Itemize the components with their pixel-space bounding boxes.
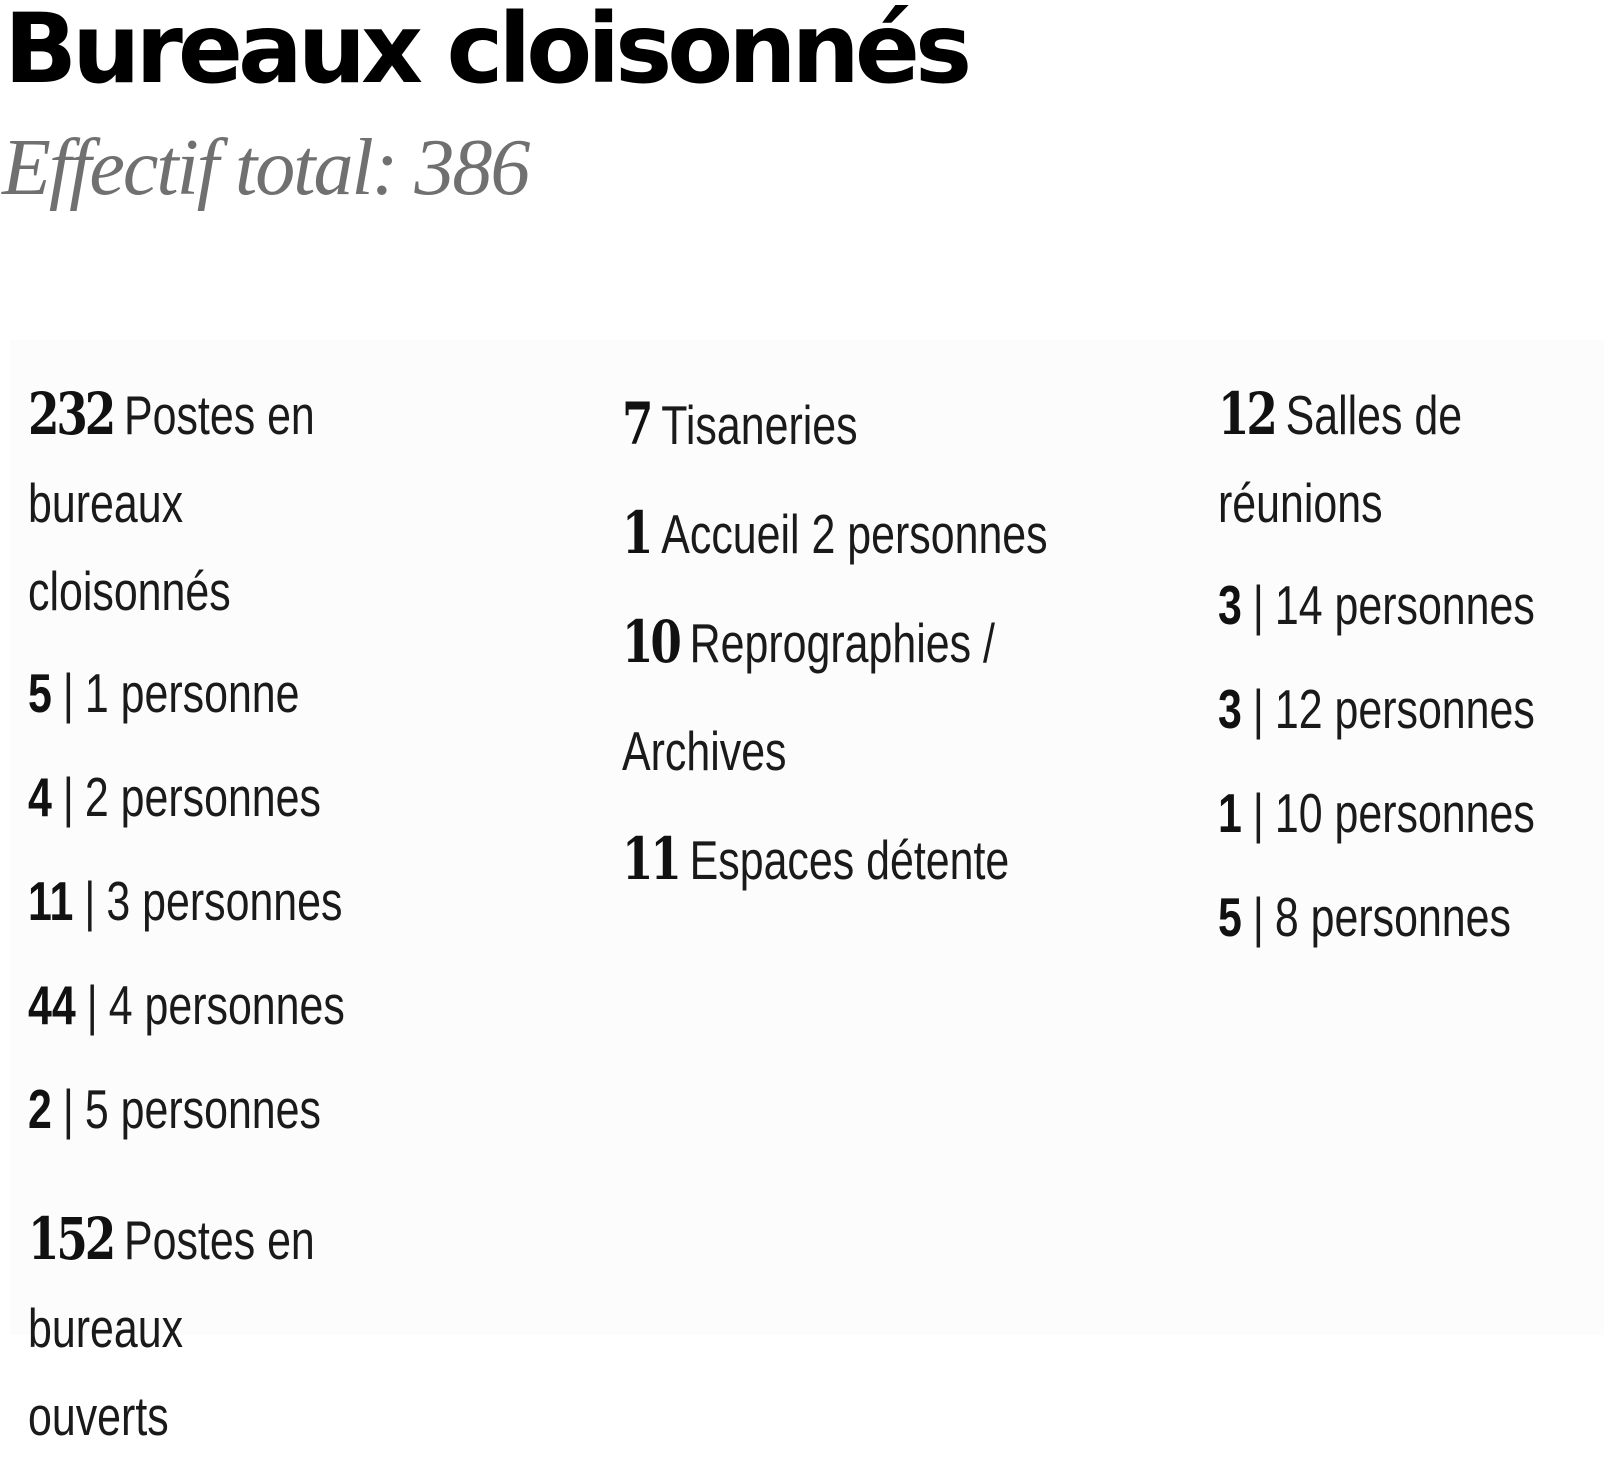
- closed-desks-label-line2: cloisonnés: [28, 560, 231, 622]
- office-count: 5: [28, 662, 52, 724]
- office-size-label: 1 personne: [84, 662, 300, 724]
- office-size-row: [28, 745, 465, 849]
- reprography-label-line2: Archives: [622, 720, 787, 782]
- page-subtitle: Effectif total: 386: [2, 124, 529, 212]
- open-desks-count: 152: [28, 1205, 114, 1273]
- office-size-label: 5 personnes: [84, 1078, 321, 1140]
- meeting-rooms-summary: [1218, 370, 1519, 547]
- room-size-label: 10 personnes: [1274, 782, 1535, 844]
- room-count: 3: [1218, 574, 1242, 636]
- separator: |: [84, 870, 96, 932]
- open-desks-label-line2: ouverts: [28, 1385, 169, 1447]
- office-count: 11: [28, 870, 74, 932]
- open-desks-summary: [28, 1195, 465, 1460]
- column-shared-spaces: [622, 370, 1182, 914]
- meeting-room-size-row: [1218, 553, 1535, 657]
- meeting-room-size-row: [1218, 865, 1519, 969]
- reception-count: 1: [622, 499, 651, 567]
- meeting-rooms-label-line2: réunions: [1218, 472, 1383, 534]
- meeting-room-size-row: [1218, 761, 1535, 865]
- relaxation-label: Espaces détente: [689, 829, 1010, 891]
- meeting-rooms-count: 12: [1218, 380, 1275, 448]
- office-size-row: [28, 953, 465, 1057]
- reception-label: Accueil 2 personnes: [661, 503, 1048, 565]
- office-size-row: [28, 849, 465, 953]
- office-size-row: [28, 641, 465, 745]
- closed-desks-label: Postes en bureaux: [28, 384, 315, 534]
- separator: |: [1252, 782, 1264, 844]
- separator: |: [1252, 886, 1264, 948]
- office-size-row: [28, 1057, 465, 1161]
- open-desks-label: Postes en bureaux: [28, 1209, 315, 1359]
- room-count: 5: [1218, 886, 1242, 948]
- room-size-label: 14 personnes: [1274, 574, 1535, 636]
- separator: |: [1252, 678, 1264, 740]
- column-closed-offices: [28, 370, 588, 1460]
- column-meeting-rooms: [1218, 370, 1604, 969]
- office-size-label: 3 personnes: [106, 870, 343, 932]
- relaxation-item: [622, 805, 1059, 914]
- office-count: 2: [28, 1078, 52, 1140]
- closed-desks-summary: [28, 370, 465, 635]
- reception-item: [622, 479, 1059, 588]
- meeting-room-size-row: [1218, 657, 1535, 761]
- office-count: 4: [28, 766, 52, 828]
- tisaneries-count: 7: [622, 390, 651, 458]
- office-count: 44: [28, 974, 76, 1036]
- room-size-label: 8 personnes: [1274, 886, 1511, 948]
- relaxation-count: 11: [622, 825, 679, 893]
- separator: |: [86, 974, 98, 1036]
- office-size-label: 2 personnes: [84, 766, 321, 828]
- reprography-label: Reprographies /: [689, 612, 995, 674]
- tisaneries-item: [622, 370, 1059, 479]
- meeting-rooms-label: Salles de: [1285, 384, 1463, 446]
- room-count: 1: [1218, 782, 1242, 844]
- room-size-label: 12 personnes: [1274, 678, 1535, 740]
- closed-desks-count: 232: [28, 380, 114, 448]
- separator: |: [62, 1078, 74, 1140]
- separator: |: [62, 766, 74, 828]
- separator: |: [62, 662, 74, 724]
- separator: |: [1252, 574, 1264, 636]
- page-title: Bureaux cloisonnés: [4, 0, 968, 105]
- reprography-item: [622, 588, 1059, 805]
- room-count: 3: [1218, 678, 1242, 740]
- tisaneries-label: Tisaneries: [661, 394, 858, 456]
- reprography-count: 10: [622, 608, 679, 676]
- office-size-label: 4 personnes: [108, 974, 345, 1036]
